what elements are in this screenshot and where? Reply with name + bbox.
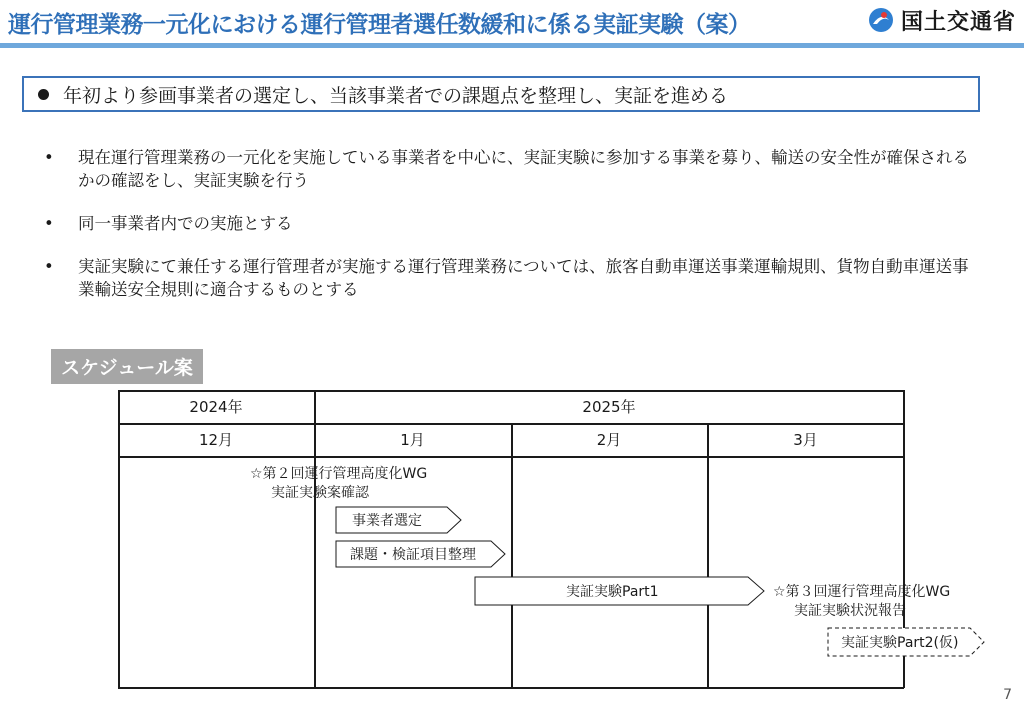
- bullet-text: 現在運行管理業務の一元化を実施している事業者を中心に、実証実験に参加する事業を募り、輸送の安全性が確保されるかの確認をし、実証実験を行う: [78, 148, 969, 190]
- logo-text: 国土交通省: [900, 9, 1016, 35]
- month-header-jan: 1月: [400, 431, 425, 449]
- wg3-note-line2: 実証実験状況報告: [794, 603, 906, 619]
- summary-box: [22, 76, 980, 112]
- bullet-mark: •: [44, 148, 54, 167]
- mlit-logo-icon: [867, 6, 895, 34]
- bullet-dot-icon: [38, 89, 49, 100]
- page-number: 7: [1003, 687, 1012, 703]
- wg3-note-line1: ☆第３回運行管理高度化WG: [773, 584, 951, 600]
- bullet-list: [44, 146, 984, 321]
- summary-text: 年初より参画事業者の選定し、当該事業者での課題点を整理し、実証を進める: [63, 84, 729, 107]
- year-header-2025: 2025年: [582, 398, 636, 416]
- schedule-label: スケジュール案: [51, 349, 203, 384]
- page-title: 運行管理業務一元化における運行管理者選任数緩和に係る実証実験（案）: [8, 12, 751, 38]
- bullet-text: 同一事業者内での実施とする: [78, 214, 293, 233]
- task-label-select: 事業者選定: [352, 513, 422, 529]
- task-label-organize: 課題・検証項目整理: [350, 547, 476, 563]
- title-underline: [0, 43, 1024, 48]
- wg2-note-line1: ☆第２回運行管理高度化WG: [250, 466, 428, 482]
- bullet-item: [44, 212, 984, 235]
- wg2-note-line2: 実証実験案確認: [271, 485, 369, 501]
- bullet-mark: •: [44, 257, 54, 276]
- month-header-dec: 12月: [198, 431, 234, 449]
- ministry-logo: [867, 4, 1016, 36]
- bullet-item: [44, 255, 984, 301]
- task-label-part2: 実証実験Part2(仮): [841, 635, 959, 651]
- year-header-2024: 2024年: [189, 398, 243, 416]
- grid-line: [511, 423, 513, 688]
- bullet-text: 実証実験にて兼任する運行管理者が実施する運行管理業務については、旅客自動車運送事業運輸規則、貨物自動車運送事業輸送安全規則に適合するものとする: [78, 257, 969, 299]
- bullet-item: [44, 146, 984, 192]
- grid-line: [707, 423, 709, 688]
- month-header-mar: 3月: [793, 431, 818, 449]
- bullet-mark: •: [44, 214, 54, 233]
- month-header-feb: 2月: [596, 431, 622, 449]
- task-label-part1: 実証実験Part1: [566, 584, 659, 600]
